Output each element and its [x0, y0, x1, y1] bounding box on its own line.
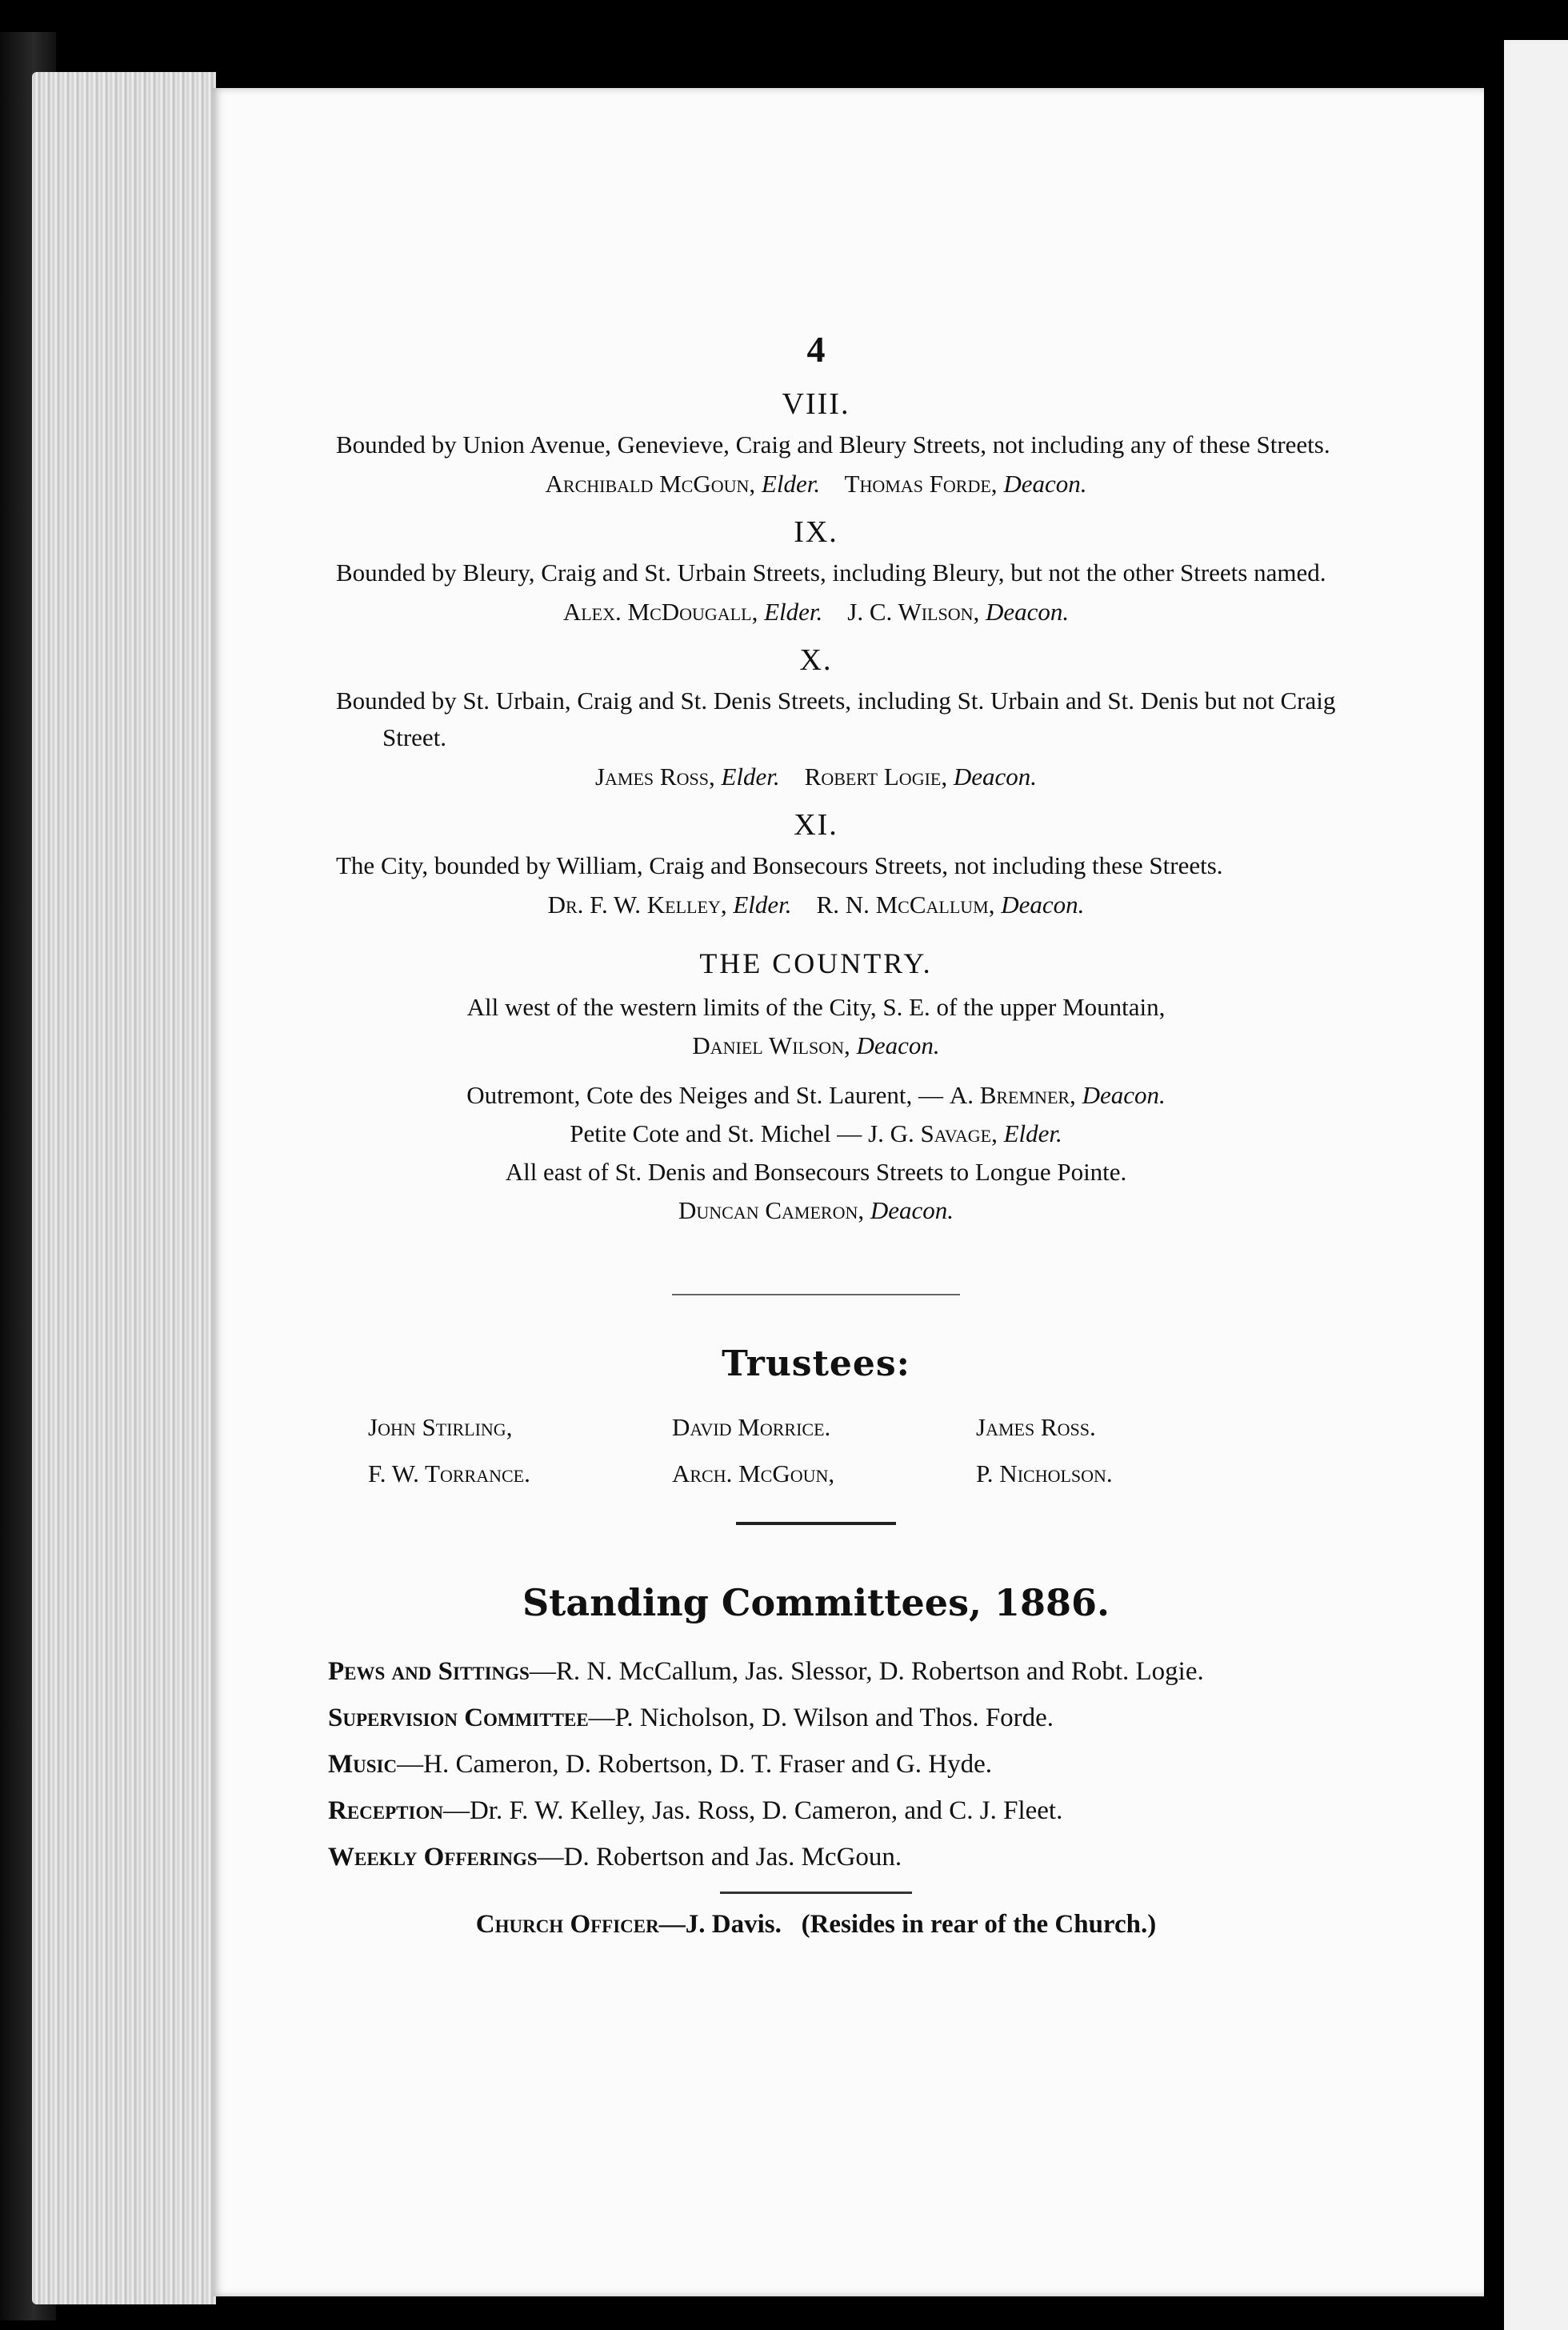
country-area: Outremont, Cote des Neiges and St. Laurent, — [466, 1081, 944, 1109]
trustee-name: David Morrice. [672, 1413, 831, 1441]
church-officer-value: —J. Davis. [658, 1910, 782, 1939]
country-officer-role: Elder. [1003, 1119, 1062, 1147]
deacon-role: Deacon. [1003, 470, 1087, 498]
committee-name: Reception [328, 1796, 443, 1825]
page-number: 4 [806, 329, 826, 370]
district-officers [240, 465, 1392, 503]
district-numeral: VIII. [782, 387, 850, 421]
country-officer-name: Duncan Cameron, [678, 1196, 865, 1224]
committee-members: —H. Cameron, D. Robertson, D. T. Fraser and G. Hyde. [397, 1750, 993, 1779]
country-area: Petite Cote and St. Michel — [570, 1119, 862, 1147]
country-officer-role: Deacon. [856, 1031, 940, 1059]
trustees-heading: Trustees: [722, 1343, 910, 1384]
deacon-name: R. N. McCallum, [816, 891, 995, 919]
church-officer-label: Church Officer [475, 1910, 659, 1939]
country-line [240, 1076, 1392, 1115]
country-line [240, 1115, 1392, 1153]
elder-name: Archibald McGoun, [545, 470, 756, 498]
committee-entry [328, 1788, 1360, 1834]
elder-role: Elder. [721, 763, 780, 791]
trustee-name: P. Nicholson. [976, 1459, 1113, 1487]
district-officers [240, 886, 1392, 924]
committee-name: Weekly Offerings [328, 1843, 538, 1872]
trustee-name: John Stirling, [368, 1413, 513, 1441]
district-officers [240, 593, 1392, 631]
trustee-name: F. W. Torrance. [368, 1459, 530, 1487]
elder-name: James Ross, [594, 763, 715, 791]
page-content [240, 240, 1392, 1940]
district-section [240, 807, 1392, 924]
deacon-name: Robert Logie, [804, 763, 948, 791]
country-officer-name: A. Bremner, [949, 1081, 1076, 1109]
district-description: Bounded by St. Urbain, Craig and St. Denis Streets, including St. Urbain and St. Denis but not Craig Street. [336, 687, 1336, 751]
committee-members: —P. Nicholson, D. Wilson and Thos. Forde. [588, 1703, 1054, 1732]
deacon-role: Deacon. [1001, 891, 1085, 919]
elder-role: Elder. [761, 470, 821, 498]
section-divider [672, 1294, 960, 1295]
country-line: All west of the western limits of the City, S. E. of the upper Mountain, [466, 993, 1166, 1021]
committee-members: —D. Robertson and Jas. McGoun. [537, 1843, 902, 1872]
committees-heading: Standing Committees, 1886. [522, 1581, 1110, 1624]
district-section [240, 386, 1392, 503]
elder-role: Elder. [764, 598, 823, 626]
committee-name: Pews and Sittings [328, 1657, 530, 1686]
church-officer [240, 1910, 1392, 1940]
committee-name: Supervision Committee [328, 1703, 589, 1732]
trustees-list [240, 1408, 1392, 1493]
district-section [240, 643, 1392, 796]
country-officer-name: Daniel Wilson, [692, 1031, 850, 1059]
deacon-name: Thomas Forde, [844, 470, 998, 498]
country-officer-role: Deacon. [1082, 1081, 1166, 1109]
committee-entry [328, 1741, 1360, 1788]
country-officer [240, 1027, 1392, 1065]
country-officer-role: Deacon. [870, 1196, 954, 1224]
district-description: Bounded by Union Avenue, Genevieve, Craig and Bleury Streets, not including any of these Streets. [336, 430, 1330, 458]
district-numeral: XI. [794, 808, 838, 842]
church-officer-note: (Resides in rear of the Church.) [801, 1910, 1157, 1939]
committee-name: Music [328, 1750, 398, 1779]
district-description: Bounded by Bleury, Craig and St. Urbain Streets, including Bleury, but not the other Streets named. [336, 558, 1326, 587]
district-section [240, 514, 1392, 631]
country-line: All east of St. Denis and Bonsecours Streets to Longue Pointe. [505, 1158, 1127, 1186]
deacon-role: Deacon. [953, 763, 1038, 791]
deacon-role: Deacon. [985, 598, 1070, 626]
committee-entry [328, 1648, 1360, 1695]
committee-entry [328, 1695, 1360, 1741]
committee-entry [328, 1834, 1360, 1880]
page-stack-edge [32, 72, 216, 2304]
section-divider [720, 1892, 912, 1894]
district-numeral: IX. [794, 515, 838, 549]
next-page-edge [1490, 40, 1568, 2330]
elder-name: Dr. F. W. Kelley, [547, 891, 727, 919]
trustee-name: Arch. McGoun, [672, 1459, 835, 1487]
country-officer-name: J. G. Savage, [868, 1119, 998, 1147]
district-description: The City, bounded by William, Craig and Bonsecours Streets, not including these Streets. [336, 851, 1223, 879]
deacon-name: J. C. Wilson, [847, 598, 980, 626]
elder-name: Alex. McDougall, [562, 598, 758, 626]
section-divider [736, 1522, 896, 1525]
committee-members: —Dr. F. W. Kelley, Jas. Ross, D. Cameron, and C. J. Fleet. [442, 1796, 1063, 1825]
committee-members: —R. N. McCallum, Jas. Slessor, D. Robertson and Robt. Logie. [529, 1657, 1204, 1686]
country-officer [240, 1191, 1392, 1230]
district-officers [240, 758, 1392, 796]
elder-role: Elder. [733, 891, 792, 919]
trustee-name: James Ross. [976, 1413, 1096, 1441]
country-heading: THE COUNTRY. [699, 947, 933, 979]
district-numeral: X. [799, 643, 833, 677]
